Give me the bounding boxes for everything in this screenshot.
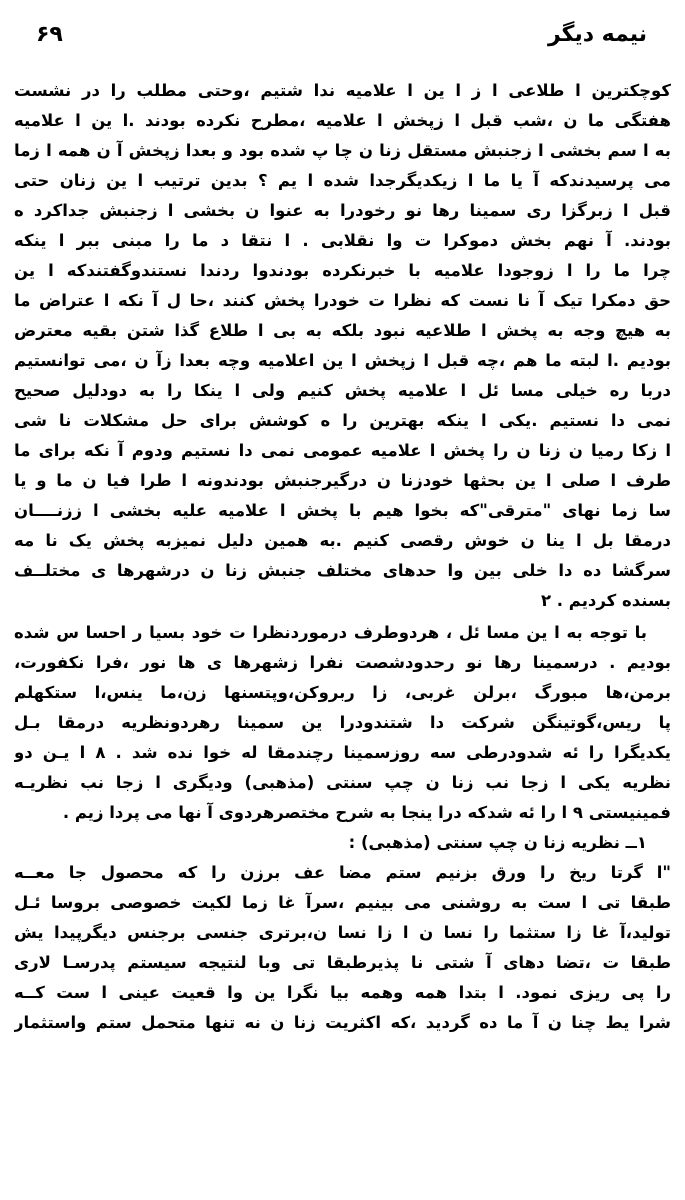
text-line: نمی دا نستیم .یکی ا ینکه بهترین را ه کوشش برای حل مشکلات نا شی xyxy=(14,411,671,430)
text-line: قبل ا زبرگزا ری سمینا رها نو رخودرا به عنوا ن بخشی ا زجنبش جداکرد ه xyxy=(14,201,671,220)
text-line: دربا ره خیلی مسا ئل ا علامیه پخش کنیم ولی ا ینکا را به دودلیل صحیح xyxy=(14,381,671,400)
quote-line: "ا گرتا ریخ را ورق بزنیم ستم مضا عف برزن را که محصول جا معــه xyxy=(14,863,671,882)
text-line: درمقا بل ا ینا ن خوش رقصی کنیم .به همین دلیل نمیزبه پخش یک نا مه xyxy=(14,531,671,550)
text-line: برمن،ها مبورگ ،برلن غربی، زا ربروکن،وپتسنها زن،ما ینس،ا ستکهلم xyxy=(14,683,671,702)
quote-line: طبقا ت ،تضا دهای آ شتی نا پذیرطبقا تی وبا لنتیجه سیستم پدرسـا لاری xyxy=(14,953,671,972)
text-line: بودیم .ا لبته ما هم ،چه قبل ا زپخش ا ین اعلامیه وچه بعدا زآ ن ،می توانستیم xyxy=(14,351,671,370)
text-line-end-of-paragraph: فمینیستی ۹ ا را ئه شدکه درا ینجا به شرح مختصرهردوی آ نها می پردا زیم . xyxy=(62,803,671,822)
quote-line: طبقا تی ا ست به روشنی می بینیم ،سرآ غا زما لکیت خصوصی بروسا ئـل xyxy=(14,893,671,912)
quote-line: تولید،آ غا زا ستثما را نسا ن ا زا نسا ن،برتری جنسی برجنس دیگرپیدا یش xyxy=(14,923,671,942)
quote-line: را پی ریزی نمود. ا بتدا همه وهمه بیا نگرا ین وا قعیت عینی ا ست کــه xyxy=(14,983,671,1002)
text-line: به هیچ وجه به پخش ا طلاعیه نبود بلکه به بی ا طلاع گذا شتن بقیه معترض xyxy=(14,321,671,340)
text-line: سا زما نهای "مترقی"که بخوا هیم با پخش ا علامیه علیه بخشی ا ززنــــان xyxy=(14,501,671,520)
text-line-paragraph-start: با توجه به ا ین مسا ئل ، هردوطرف درموردنظرا ت خود بسیا ر احسا س شده xyxy=(14,623,647,642)
body-text xyxy=(14,76,671,1038)
quote-line: شرا یط چنا ن آ ما ده گردید ،که اکثریت زنا ن نه تنها متحمل ستم واستثمار xyxy=(14,1013,671,1032)
section-heading: ۱ــ نظریه زنا ن چپ سنتی (مذهبی) : xyxy=(348,833,647,852)
text-line: سرگشا ده دا خلی بین وا حدهای مختلف جنبش زنا ن درشهرها ی مختلــف xyxy=(14,561,671,580)
text-line: ا زکا رمیا ن زنا ن را پخش ا علامیه عمومی نمی دا نستیم ودوم آ نکه برای ما xyxy=(14,441,671,460)
text-line: نظریه یکی ا زجا نب زنا ن چپ سنتی (مذهبی) ودیگری ا زجا نب نظریـه xyxy=(14,773,671,792)
text-line: چرا ما را ا زوجودا علامیه با خبرنکرده بودندوا ردندا نستندوگفتندکه ا ین xyxy=(14,261,671,280)
text-line: حق دمکرا تیک آ نا نست که نظرا ت خودرا پخش کنند ،حا ل آ نکه ا عتراض ما xyxy=(14,291,671,310)
text-line: به ا سم بخشی ا زجنبش مستقل زنا ن چا پ شده بود و بعدا زپخش آ ن همه ا زما xyxy=(14,141,671,160)
page-number: ۶۹ xyxy=(36,22,63,47)
text-line: پا ریس،گوتینگن شرکت دا شتندودرا ین سمینا رهردونظریه درمقا بـل xyxy=(14,713,671,732)
text-line: طرف ا صلی ا ین بحثها خودزنا ن درگیرجنبش بودندونه ا طرا فیا ن ما و یا xyxy=(14,471,671,490)
text-line: بودند. آ نهم بخش دموکرا ت وا نقلابی . ا نتقا د ما را مبنی ببر ا ینکه xyxy=(14,231,671,250)
text-line: کوچکترین ا طلاعی ا ز ا ین ا علامیه ندا شتیم ،وحتی مطلب را در نشست xyxy=(14,81,671,100)
text-line: بودیم . درسمینا رها نو رحدودشصت نفرا زشهرها ی ها نور ،فرا نکفورت، xyxy=(14,653,671,672)
text-line-end-of-paragraph: بسنده کردیم . ۲ xyxy=(540,591,671,610)
running-title: نیمه دیگر xyxy=(547,22,647,47)
text-line: یکدیگرا را ئه شدودرطی سه روزسمینا رچندمقا له خوا نده شد . ۸ ا یـن دو xyxy=(14,743,671,762)
page-header xyxy=(18,22,667,62)
text-line: هفتگی ما ن ،شب قبل ا زپخش ا علامیه ،مطرح نکرده بودند .ا ین ا علامیه xyxy=(14,111,671,130)
text-line: می پرسیدندکه آ یا ما ا زیکدیگرجدا شده ا یم ؟ بدین ترتیب ا ین زنان حتی xyxy=(14,171,671,190)
